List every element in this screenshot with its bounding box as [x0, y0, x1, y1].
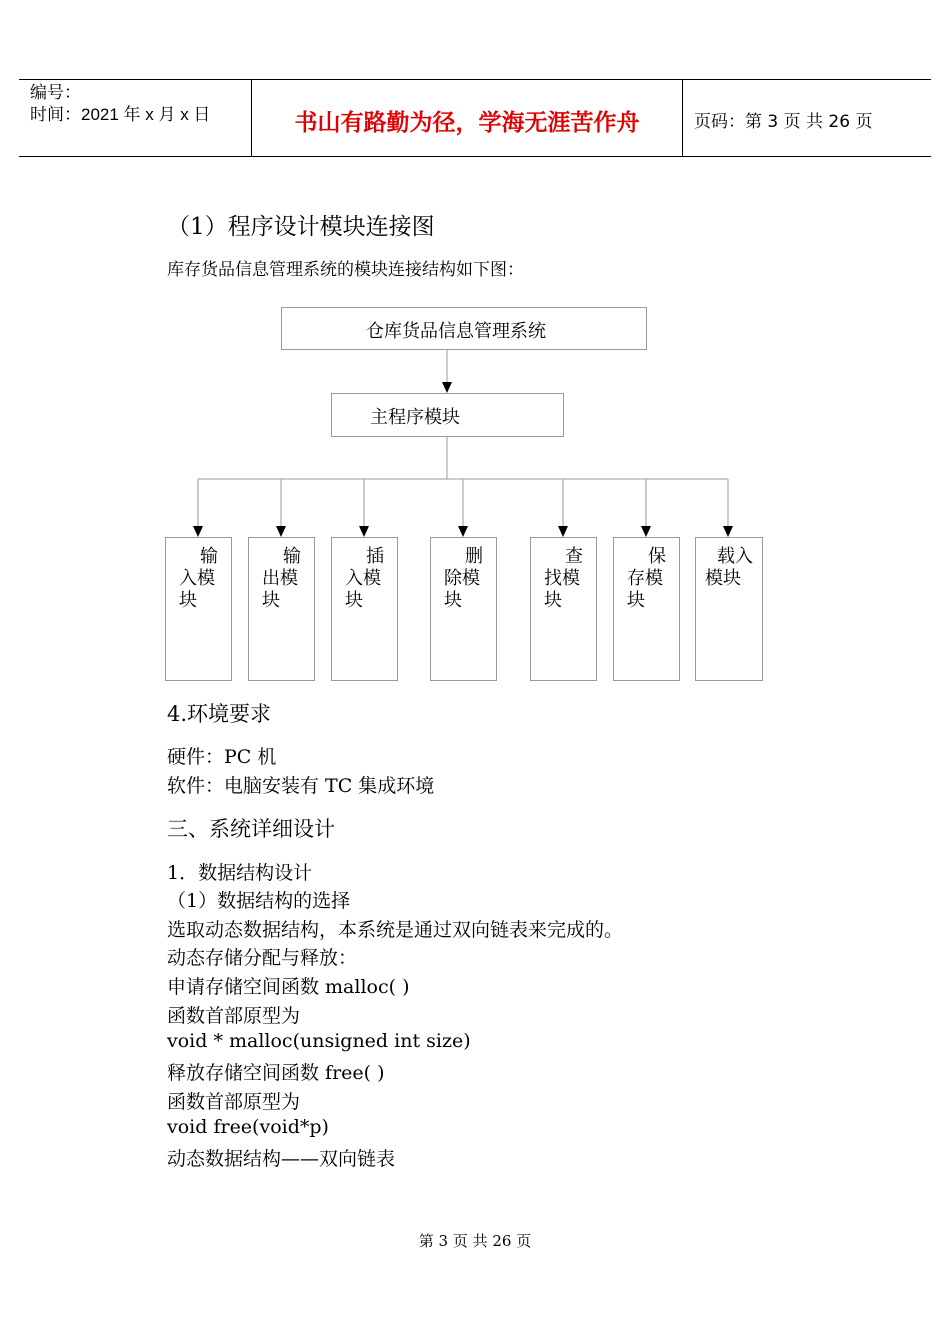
module-box-search [530, 537, 597, 681]
detail-line: 1．数据结构设计 [167, 862, 313, 884]
detail-line: 函数首部原型为 [167, 1005, 301, 1027]
module-line: 块 [544, 590, 562, 611]
detail-title: 三、系统详细设计 [167, 817, 335, 841]
module-line: 载入 [717, 546, 753, 567]
module-line: 入模 [345, 568, 381, 589]
module-line: 输 [200, 546, 218, 567]
module-box-insert [331, 537, 398, 681]
detail-line: 动态存储分配与释放： [167, 947, 358, 969]
module-line: 模块 [705, 568, 741, 589]
env-hardware: 硬件：PC 机 [167, 746, 277, 768]
module-line: 除模 [444, 568, 480, 589]
detail-line: （1）数据结构的选择 [167, 890, 351, 912]
header-number-label: 编号： [30, 83, 81, 102]
module-box-load [695, 537, 763, 681]
diagram-main-label: 主程序模块 [370, 407, 460, 428]
diagram-root-label: 仓库货品信息管理系统 [366, 321, 546, 342]
module-line: 入模 [179, 568, 215, 589]
module-line: 出模 [262, 568, 298, 589]
module-line: 块 [444, 590, 462, 611]
module-box-delete [430, 537, 497, 681]
header-motto: 书山有路勤为径，学海无涯苦作舟 [294, 110, 640, 136]
detail-line: 释放存储空间函数 free( ) [167, 1062, 385, 1084]
env-title: 4.环境要求 [167, 702, 272, 726]
module-line: 插 [366, 546, 384, 567]
module-line: 找模 [544, 568, 580, 589]
module-line: 块 [179, 590, 197, 611]
page-footer: 第 3 页 共 26 页 [418, 1232, 532, 1250]
detail-line: 申请存储空间函数 malloc( ) [167, 976, 410, 998]
detail-line: 动态数据结构——双向链表 [167, 1148, 396, 1170]
diagram-main-box [331, 393, 564, 437]
module-box-input [165, 537, 232, 681]
env-software: 软件：电脑安装有 TC 集成环境 [167, 775, 435, 797]
module-box-save [613, 537, 680, 681]
detail-line: void * malloc(unsigned int size) [167, 1030, 471, 1052]
module-intro-text: 库存货品信息管理系统的模块连接结构如下图： [167, 260, 524, 280]
diagram-root-box [281, 307, 647, 350]
header-time-label: 时间：2021 年 x 月 x 日 [30, 105, 211, 124]
module-diagram-title: （1）程序设计模块连接图 [167, 214, 435, 240]
module-box-output [248, 537, 315, 681]
header-page-info: 页码：第 3 页 共 26 页 [694, 112, 873, 132]
detail-line: 选取动态数据结构，本系统是通过双向链表来完成的。 [167, 919, 624, 941]
module-line: 存模 [627, 568, 663, 589]
detail-line: 函数首部原型为 [167, 1091, 301, 1113]
module-line: 块 [627, 590, 645, 611]
module-line: 块 [345, 590, 363, 611]
module-line: 删 [465, 546, 483, 567]
module-line: 查 [565, 546, 583, 567]
module-line: 保 [648, 546, 666, 567]
module-line: 块 [262, 590, 280, 611]
detail-line: void free(void*p) [167, 1116, 329, 1138]
module-line: 输 [283, 546, 301, 567]
